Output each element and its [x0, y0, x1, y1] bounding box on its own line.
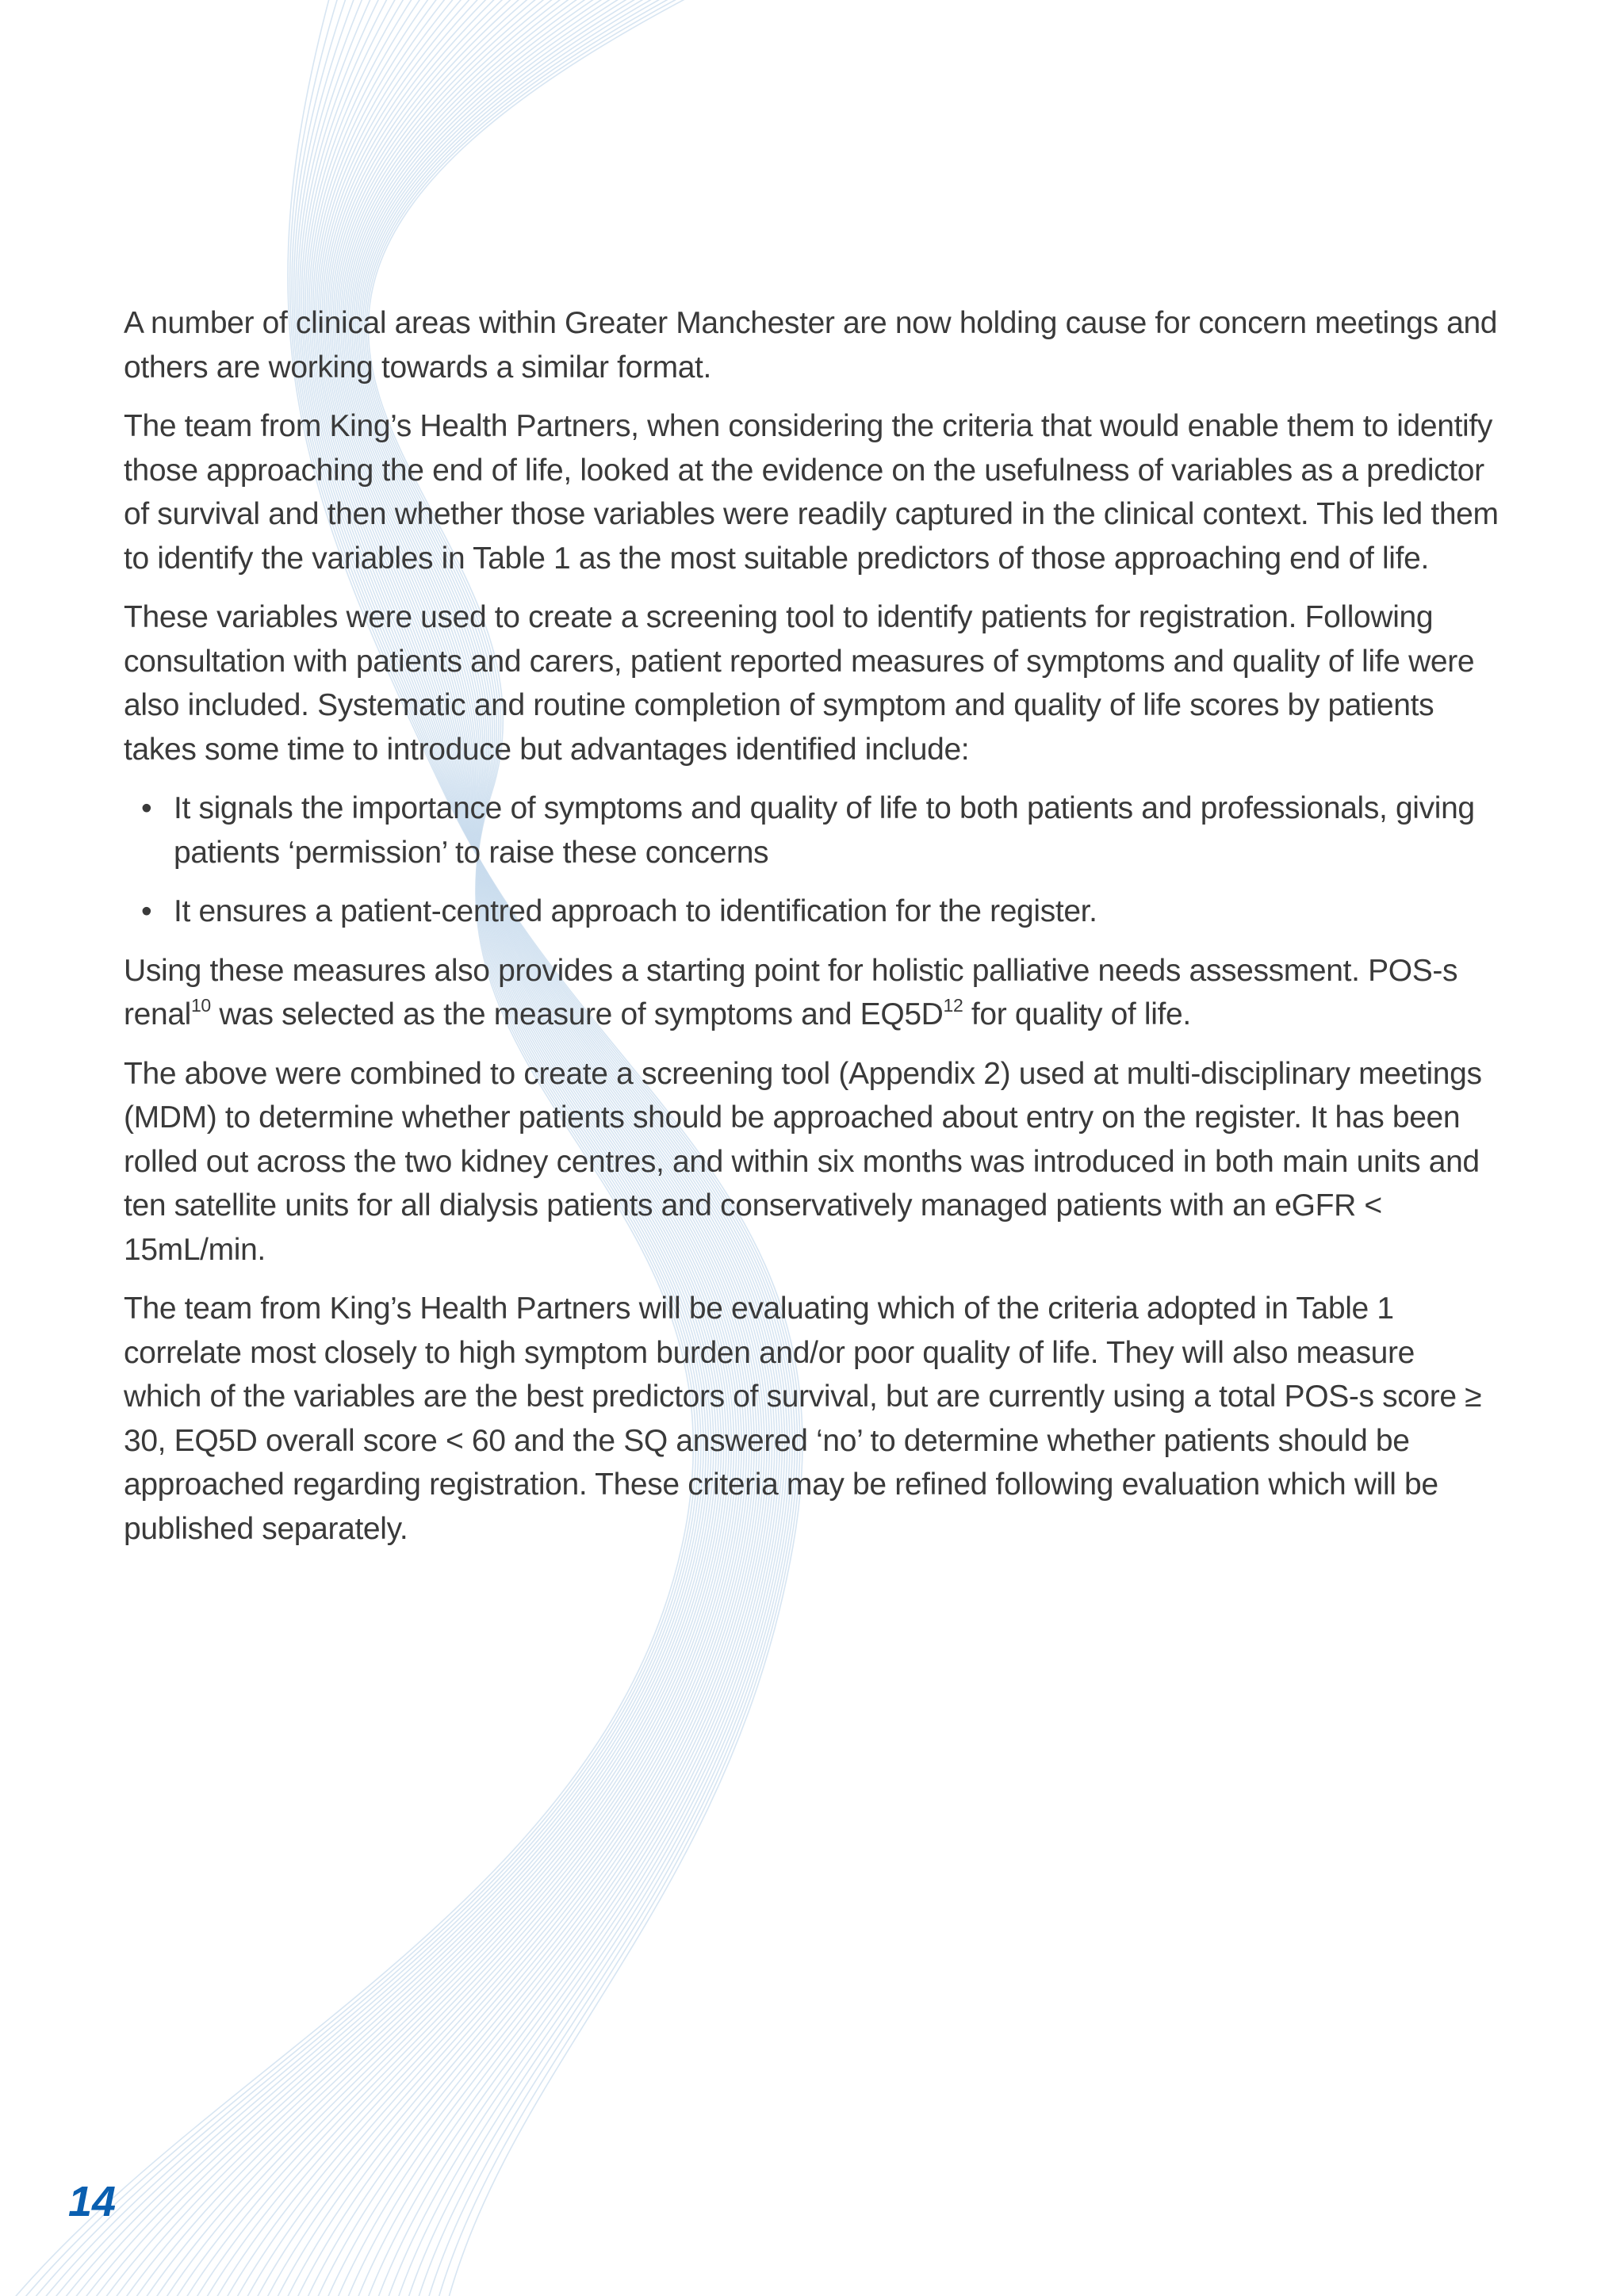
paragraph-kings-health-partners-criteria: The team from King’s Health Partners, when considering the criteria that would enable them to identify those approaching the end of life, looked at the evidence on the usefulness of variables as a predictor of survival and then whether those variables were readily captured in the clinical context. This led them to identify the variables in Table 1 as the most suitable predictors of those approaching end of life. — [124, 409, 1499, 576]
advantages-list — [124, 786, 1500, 934]
reference-superscript: 12 — [943, 995, 963, 1016]
paragraph-measures-text-2: was selected as the measure of symptoms and EQ5D — [210, 997, 944, 1031]
list-item-text: It signals the importance of symptoms and quality of life to both patients and professionals, giving patients ‘permission’ to raise these concerns — [174, 791, 1475, 870]
paragraph-evaluation: The team from King’s Health Partners will be evaluating which of the criteria adopted in Table 1 correlate most closely to high symptom burden and/or poor quality of life. They will also measure which of the variables are the best predictors of survival, but are currently using a total POS-s score ≥ 30, EQ5D overall score < 60 and the SQ answered ‘no’ to determine whether patients should be approached regarding registration. These criteria may be refined following evaluation which will be published separately. — [124, 1292, 1482, 1546]
reference-superscript: 10 — [190, 995, 211, 1016]
paragraph-cause-for-concern: A number of clinical areas within Greater Manchester are now holding cause for concern meetings and others are working towards a similar format. — [124, 306, 1498, 385]
paragraph-measures-text-3: for quality of life. — [963, 997, 1191, 1031]
list-item — [124, 786, 1500, 874]
list-item-text: It ensures a patient-centred approach to identification for the register. — [174, 894, 1097, 928]
list-item — [124, 890, 1500, 934]
paragraph-mdm-rollout: The above were combined to create a screening tool (Appendix 2) used at multi-disciplinary meetings (MDM) to determine whether patients should be approached about entry on the register. It has been rolled out across the two kidney centres, and within six months was introduced in both main units and ten satellite units for all dialysis patients and conservatively managed patients with an eGFR < 15mL/min. — [124, 1056, 1482, 1267]
paragraph-measures-text-1: Using these measures also provides a starting point for holistic palliative needs assessment. POS-s renal — [124, 953, 1458, 1031]
bullet-icon: • — [141, 791, 152, 825]
page-number: 14 — [68, 2178, 117, 2225]
paragraph-measures — [124, 949, 1500, 1037]
bullet-icon: • — [141, 894, 152, 928]
body-text — [124, 301, 1500, 1566]
paragraph-screening-tool: These variables were used to create a screening tool to identify patients for registration. Following consultation with patients and carers, patient reported measures of symptoms and quality of life were also included. Systematic and routine completion of symptom and quality of life scores by patients takes some time to introduce but advantages identified include: — [124, 600, 1475, 767]
